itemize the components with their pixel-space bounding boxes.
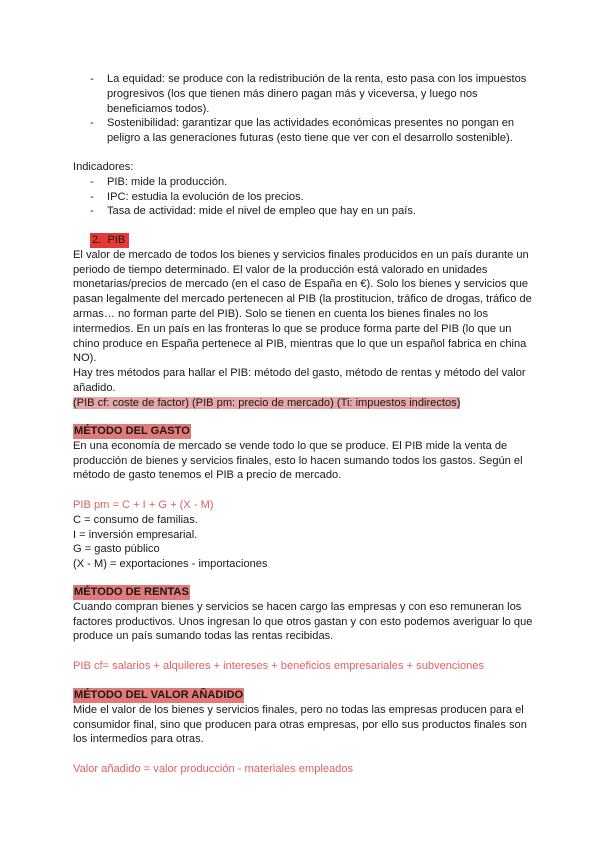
bullet-text: Sostenibilidad: garantizar que las actividades económicas presentes no pongan en peligro a las generaciones futuras (esto tiene que ver con el desarrollo sostenible). xyxy=(107,117,515,145)
bullet-text: PIB: mide la producción. xyxy=(107,175,228,188)
metodo-valor-section xyxy=(73,688,533,777)
intro-bullet-list xyxy=(73,72,533,146)
metodo-valor-title: MÉTODO DEL VALOR AÑADIDO xyxy=(74,689,244,701)
metodo-rentas-section xyxy=(73,585,533,674)
bullet-marker: - xyxy=(90,73,94,85)
bullet-text: Tasa de actividad: mide el nivel de empleo que hay en un país. xyxy=(107,205,416,218)
section-title: PIB xyxy=(107,234,126,246)
pib-note: (PIB cf: coste de factor) (PIB pm: precio de mercado) (Ti: impuestos indirectos) xyxy=(73,396,461,409)
definition-item: (X - M) = exportaciones - importaciones xyxy=(73,558,268,571)
metodo-gasto-section xyxy=(73,424,533,572)
bullet-marker: - xyxy=(90,117,94,130)
definition-item: C = consumo de familias. xyxy=(73,513,198,526)
bullet-marker: - xyxy=(90,175,94,188)
list-item xyxy=(73,190,533,205)
indicadores-section xyxy=(73,160,533,219)
list-item xyxy=(73,175,533,190)
bullet-text: La equidad: se produce con la redistribución de la renta, esto pasa con los impuestos progresivos (los que tienen más dinero pagan más y viceversa, y luego nos beneficiamos todos). xyxy=(107,73,527,115)
bullet-marker: - xyxy=(90,205,94,218)
pib-methods-intro: Hay tres métodos para hallar el PIB: método del gasto, método de rentas y método del valor añadido. xyxy=(73,367,526,394)
metodo-gasto-paragraph: En una economía de mercado se vende todo lo que se produce. El PIB mide la venta de producción de bienes y servicios finales, esto lo hacen sumando todos los gastos. Según el método de gasto tenemos el PIB a precio de mercado. xyxy=(73,439,523,482)
indicadores-title: Indicadores: xyxy=(73,161,134,173)
bullet-text: IPC: estudia la evolución de los precios. xyxy=(107,190,304,203)
metodo-gasto-formula: PIB pm = C + I + G + (X - M) xyxy=(73,498,214,511)
bullet-marker: - xyxy=(90,190,94,203)
metodo-rentas-formula: PIB cf= salarios + alquileres + intereses + beneficios empresariales + subvenciones xyxy=(73,659,484,672)
pib-heading-badge xyxy=(90,233,129,248)
metodo-gasto-title: MÉTODO DEL GASTO xyxy=(74,425,190,437)
definition-item: I = inversión empresarial. xyxy=(73,528,198,541)
metodo-valor-formula: Valor añadido = valor producción - materiales empleados xyxy=(73,762,354,775)
pib-paragraph: El valor de mercado de todos los bienes y servicios finales producidos en un país durante un periodo de tiempo determinado. El valor de la producción está valorado en unidades monetarias/precios de mercado (en el caso de España en €). Solo los bienes y servicios que pasan legalmente del mercado pertenecen al PIB (la prostitucion, tráfico de drogas, tráfico de armas… no forman parte del PIB). Solo se tienen en cuenta los bienes finales no los intermedios. En un país en las fronteras lo que se produce forma parte del PIB (lo que un chino produce en España pertenece al PIB, mientras que lo que un español fabrica en china NO). xyxy=(73,248,532,365)
list-item xyxy=(73,204,533,219)
list-item xyxy=(73,72,533,116)
metodo-rentas-title: MÉTODO DE RENTAS xyxy=(74,586,189,598)
metodo-rentas-paragraph: Cuando compran bienes y servicios se hacen cargo las empresas y con eso remuneran los factores productivos. Unos ingresan lo que otros gastan y con esto podemos averiguar lo que produce un país sumando todas las rentas recibidas. xyxy=(73,600,533,643)
section-number: 2. xyxy=(92,234,102,246)
section-heading-pib xyxy=(73,233,533,248)
metodo-valor-paragraph: Mide el valor de los bienes y servicios finales, pero no todas las empresas producen para el consumidor final, sino que producen para otras empresas, por ello sus productos finales son los intermedios para otras. xyxy=(73,703,527,746)
list-item xyxy=(73,116,533,146)
pib-section xyxy=(73,233,533,411)
definition-item: G = gasto público xyxy=(73,543,160,556)
